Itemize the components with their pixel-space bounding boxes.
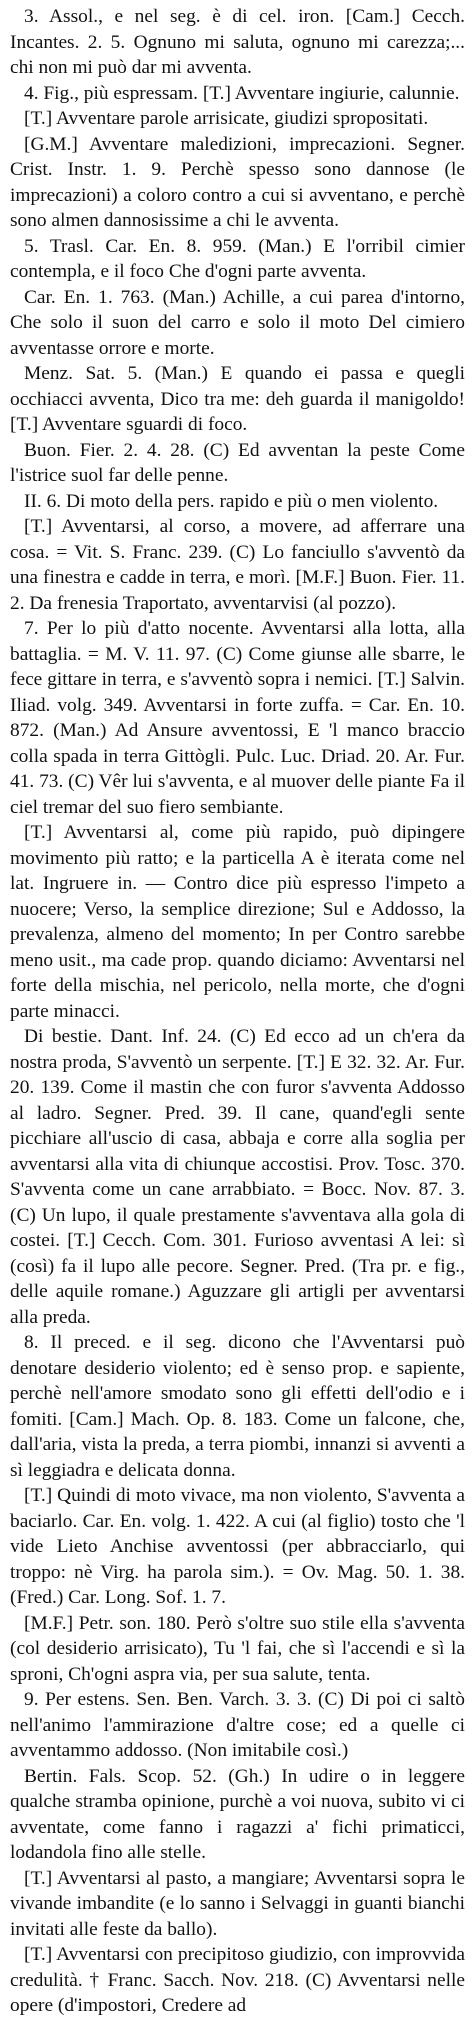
entry-9-quote: Bertin. Fals. Scop. 52. (Gh.) In udire o in leggere qualche stramba opinione, purchè a voi nuova, subito vi ci avventate, come fanno i ragazzi a' fichi primaticci, lodandola fino alle stelle. xyxy=(10,1765,465,1863)
entry-5-quote-3: Buon. Fier. 2. 4. 28. (C) Ed avventan la peste Come l'istrice suol far delle penne. xyxy=(10,439,465,486)
entry-9-note-1: [T.] Avventarsi al pasto, a mangiare; Avventarsi sopra le vivande imbandite (e lo sanno i Selvaggi in guanti bianchi invitati alle feste da ballo). xyxy=(10,1867,465,1940)
entry-4: 4. Fig., più espressam. [T.] Avventare ingiurie, calunnie. xyxy=(24,82,460,104)
entry-5-quote-1: Car. En. 1. 763. (Man.) Achille, a cui parea d'intorno, Che solo il suon del carro e solo il moto Del cimiero avventasse orrore e morte. xyxy=(10,286,465,359)
entry-7: 7. Per lo più d'atto nocente. Avventarsi alla lotta, alla battaglia. = M. V. 11. 97. (C) Come giunse alle sbarre, le fece gittare in terra, e s'avventò sopra i nemici. [T.] Salvin. Iliad. volg. 349. Avventarsi in forte zuffa. = Car. En. 10. 872. (Man.) Ad Ansure avventossi, E 'l manco braccio colla spada in terra Gittògli. Pulc. Luc. Driad. 20. Ar. Fur. 41. 73. (C) Vêr lui s'avventa, e al muover delle piante Fa il ciel tremar del suo fiero sembiante. xyxy=(10,618,465,818)
entry-3: 3. Assol., e nel seg. è di cel. iron. [Cam.] Cecch. Incantes. 2. 5. Ognuno mi saluta, ognuno mi carezza;... chi non mi può dar mi avventa. xyxy=(10,6,465,78)
entry-7-note: [T.] Avventarsi al, come più rapido, può dipingere movimento più ratto; e la particella A è iterata come nel lat. Ingruere in. — Contro dice più espresso l'impeto a nuocere; Verso, la semplice direzione; Sul e Addosso, la prevalenza, almeno del momento; In per Contro sarebbe meno usit., ma cade prop. quando diciamo: Avventarsi nel forte della mischia, nel pericolo, nella morte, che d'ogni parte minacci. xyxy=(10,822,465,1022)
entry-9-note-2: [T.] Avventarsi con precipitoso giudizio, con improvvida credulità. † Franc. Sacch. Nov. 218. (C) Avventarsi nelle opere (d'impostori, Credere ad xyxy=(10,1944,465,2016)
entry-8-note-1: [T.] Quindi di moto vivace, ma non violento, S'avventa a baciarlo. Car. En. volg. 1. 422. A cui (al figlio) tosto che 'l vide Lieto Anchise avventossi (per abbracciarlo, qui troppo: nè Virg. ha parola sim.). = Ov. Mag. 50. 1. 38. (Fred.) Car. Long. Sof. 1. 7. xyxy=(10,1485,465,1608)
entry-9: 9. Per estens. Sen. Ben. Varch. 3. 3. (C) Di poi ci saltò nell'animo l'ammirazione d'altre cose; ed a quelle ci avventammo addosso. (Non imitabile così.) xyxy=(10,1689,465,1761)
entry-6-heading: II. 6. Di moto della pers. rapido e più o men violento. xyxy=(24,490,439,512)
entry-7-bestie: Di bestie. Dant. Inf. 24. (C) Ed ecco ad un ch'era da nostra proda, S'avventò un serpente. [T.] E 32. 32. Ar. Fur. 20. 139. Come il mastin che con furor s'avventa Addosso al ladro. Segner. Pred. 39. Il cane, quand'egli sente picchiare all'uscio di casa, abbaja e corre alla soglia per avventarsi alla vita di chiunque accostisi. Prov. Tosc. 370. S'avventa come un cane arrabbiato. = Bocc. Nov. 87. 3. (C) Un lupo, il quale prestamente s'avventava alla gola di costei. [T.] Cecch. Com. 301. Furioso avventasi A lei: sì (così) fa il lupo alle pecore. Segner. Pred. (Tra pr. e fig., delle aquile romane.) Aguzzare gli artigli per avventarsi alla preda. xyxy=(10,1026,465,1328)
entry-8-note-2: [M.F.] Petr. son. 180. Però s'oltre suo stile ella s'avventa (col desiderio arrisicato), Tu 'l fai, che sì l'accendi e sì la sproni, Ch'ogni aspra via, per sua salute, tenta. xyxy=(10,1612,465,1685)
entry-4-note-1: [T.] Avventare parole arrisicate, giudizi spropositati. xyxy=(24,108,429,129)
entry-5: 5. Trasl. Car. En. 8. 959. (Man.) E l'orribil cimier contempla, e il foco Che d'ogni parte avventa. xyxy=(10,235,465,282)
entry-6-body: [T.] Avventarsi, al corso, a movere, ad afferrare una cosa. = Vit. S. Franc. 239. (C) Lo fanciullo s'avventò da una finestra e cadde in terra, e morì. [M.F.] Buon. Fier. 11. 2. Da frenesia Traportato, avventarvisi (al pozzo). xyxy=(10,516,465,614)
entry-8: 8. Il preced. e il seg. dicono che l'Avventarsi può denotare desiderio violento; ed è senso prop. e sapiente, perchè nell'amore smodato sono gli effetti dell'odio e i fomiti. [Cam.] Mach. Op. 8. 183. Come un falcone, che, dall'aria, vista la preda, a terra piombi, innanzi si avventi a sì leggiadra e delicata donna. xyxy=(10,1332,465,1481)
entry-5-quote-2: Menz. Sat. 5. (Man.) E quando ei passa e quegli occhiacci avventa, Dico tra me: deh guarda il manigoldo! [T.] Avventare sguardi di foco. xyxy=(10,363,465,435)
entry-4-note-2: [G.M.] Avventare maledizioni, imprecazioni. Segner. Crist. Instr. 1. 9. Perchè spesso sono dannose (le imprecazioni) a coloro contro a cui si avventano, e perchè sono almen dannosissime a chi le avventa. xyxy=(10,133,465,231)
